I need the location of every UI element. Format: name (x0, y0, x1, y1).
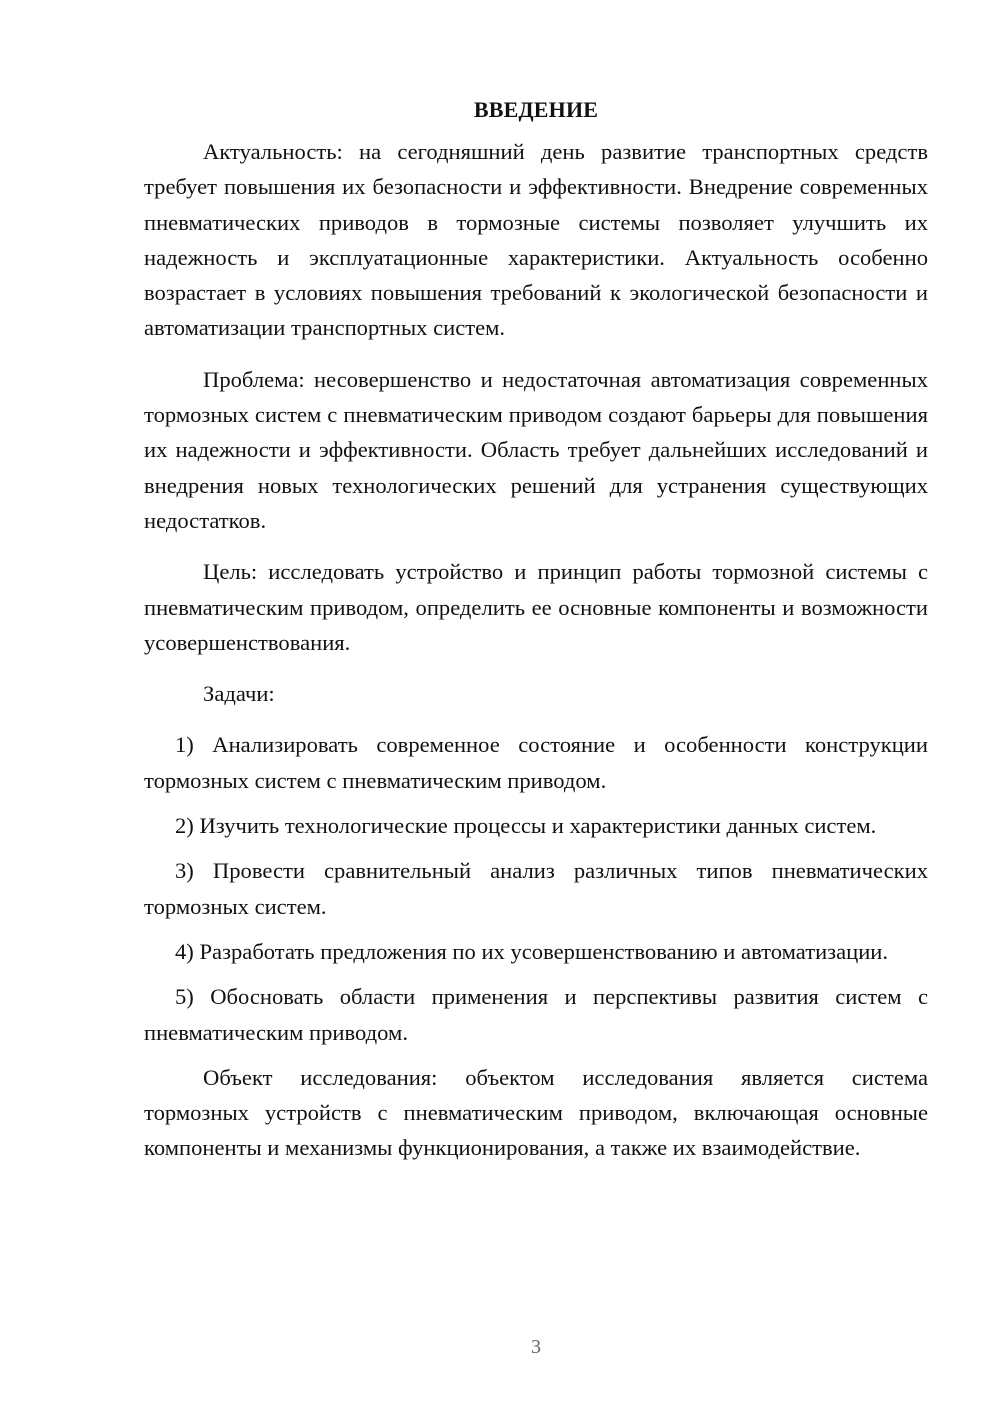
object-paragraph: Объект исследования: объектом исследования является система тормозных устройств с пневматическим приводом, включающая основные компоненты и механизмы функционирования, а также их взаимодействие. (144, 1064, 928, 1161)
task-item-2: 2) Изучить технологические процессы и характеристики данных систем. (175, 813, 877, 839)
page-content (144, 92, 928, 1182)
relevance-paragraph: Актуальность: на сегодняшний день развитие транспортных средств требует повышения их безопасности и эффективности. Внедрение современных пневматических приводов в тормозные системы позволяет улучшить их надежность и эксплуатационные характеристики. Актуальность особенно возрастает в условиях повышения требований к экологической безопасности и автоматизации транспортных систем. (144, 139, 928, 341)
section-heading: ВВЕДЕНИЕ (473, 97, 599, 122)
task-item-4: 4) Разработать предложения по их усовершенствованию и автоматизации. (175, 938, 889, 964)
problem-paragraph: Проблема: несовершенство и недостаточная автоматизация современных тормозных систем с пневматическим приводом создают барьеры для повышения их надежности и эффективности. Область требует дальнейших исследований и внедрения новых технологических решений для устранения существующих недостатков. (144, 366, 928, 533)
page-number: 3 (531, 1336, 541, 1358)
tasks-list (144, 727, 928, 1049)
tasks-label: Задачи: (203, 681, 275, 707)
task-item-5: 5) Обосновать области применения и перспективы развития систем с пневматическим приводом. (144, 984, 928, 1045)
goal-paragraph: Цель: исследовать устройство и принцип работы тормозной системы с пневматическим приводом, определить ее основные компоненты и возможности усовершенствования. (144, 559, 928, 655)
task-item-1: 1) Анализировать современное состояние и особенности конструкции тормозных систем с пневматическим приводом. (144, 732, 928, 793)
task-item-3: 3) Провести сравнительный анализ различных типов пневматических тормозных систем. (144, 858, 928, 919)
